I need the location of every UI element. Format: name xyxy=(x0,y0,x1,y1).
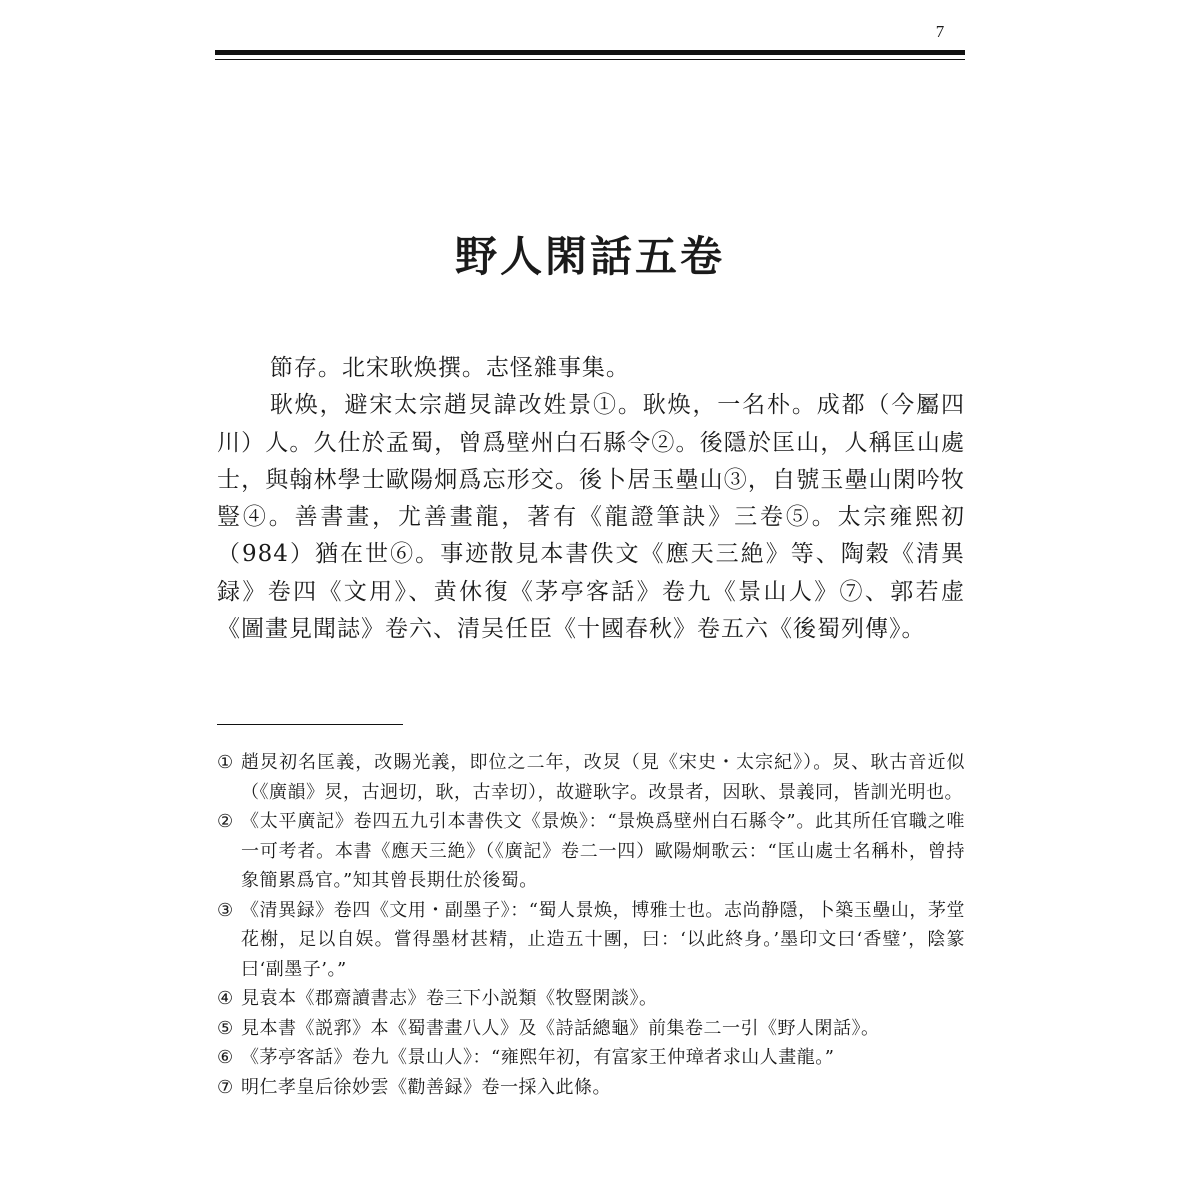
page-number: 7 xyxy=(935,22,945,41)
footnote-text: 明仁孝皇后徐妙雲《勸善録》卷一採入此條。 xyxy=(241,1076,611,1098)
footnote-6 xyxy=(217,1043,965,1073)
footnotes xyxy=(217,748,965,1102)
footnote-3 xyxy=(217,896,965,985)
header-rule-thick xyxy=(215,50,965,55)
footnote-text: 見本書《説郛》本《蜀書畫八人》及《詩話總龜》前集卷二一引《野人閑話》。 xyxy=(241,1017,880,1039)
footnote-marker: ① xyxy=(217,752,234,773)
paragraph-intro: 節存。北宋耿焕撰。志怪雜事集。 xyxy=(269,355,630,381)
footnote-separator xyxy=(217,724,403,725)
footnote-marker: ② xyxy=(217,811,234,832)
footnote-marker: ③ xyxy=(217,899,234,921)
footnote-marker: ⑥ xyxy=(217,1047,234,1068)
footnote-1 xyxy=(217,748,965,807)
footnote-marker: ⑦ xyxy=(217,1076,234,1098)
footnote-7 xyxy=(217,1073,965,1103)
footnote-marker: ④ xyxy=(217,988,234,1009)
footnote-2 xyxy=(217,807,965,896)
footnote-text: 見袁本《郡齋讀書志》卷三下小説類《牧豎閑談》。 xyxy=(241,988,658,1009)
footnote-text: 《茅亭客話》卷九《景山人》：“雍熙年初，有富家王仲璋者求山人畫龍。” xyxy=(241,1047,835,1068)
footnote-text: 趙炅初名匡義，改賜光義，即位之二年，改炅（見《宋史・太宗紀》）。炅、耿古音近似（《廣韻》炅，古迥切，耿，古幸切），故避耿字。改景者，因耿、景義同，皆訓光明也。 xyxy=(241,752,965,803)
chapter-title: 野人閑話五卷 xyxy=(454,232,725,281)
footnote-4 xyxy=(217,984,965,1014)
body-text xyxy=(217,350,965,648)
paragraph-biography: 耿焕，避宋太宗趙炅諱改姓景①。耿焕，一名朴。成都（今屬四川）人。久仕於孟蜀，曾爲壁州白石縣令②。後隱於匡山，人稱匡山處士，與翰林學士歐陽炯爲忘形交。後卜居玉壘山③，自號玉壘山閑吟牧豎④。善書畫，尤善畫龍，著有《龍證筆訣》三卷⑤。太宗雍熙初（984）猶在世⑥。事迹散見本書佚文《應天三絶》等、陶穀《清異録》卷四《文用》、黄休復《茅亭客話》卷九《景山人》⑦、郭若虚《圖畫見聞誌》卷六、清吴任臣《十國春秋》卷五六《後蜀列傳》。 xyxy=(217,392,965,643)
footnote-marker: ⑤ xyxy=(217,1017,234,1039)
footnote-text: 《清異録》卷四《文用・副墨子》：“蜀人景焕，博雅士也。志尚静隱，卜築玉壘山，茅堂花榭，足以自娱。嘗得墨材甚精，止造五十團，曰：‘以此終身。’墨印文曰‘香璧’，陰篆曰‘副墨子’。” xyxy=(241,899,965,980)
header-rule-thin xyxy=(215,59,965,60)
footnote-5 xyxy=(217,1014,965,1044)
footnote-text: 《太平廣記》卷四五九引本書佚文《景焕》：“景焕爲壁州白石縣令”。此其所任官職之唯一可考者。本書《應天三絶》（《廣記》卷二一四）歐陽炯歌云：“匡山處士名稱朴，曾持象簡累爲官。”知其曾長期仕於後蜀。 xyxy=(241,811,965,891)
